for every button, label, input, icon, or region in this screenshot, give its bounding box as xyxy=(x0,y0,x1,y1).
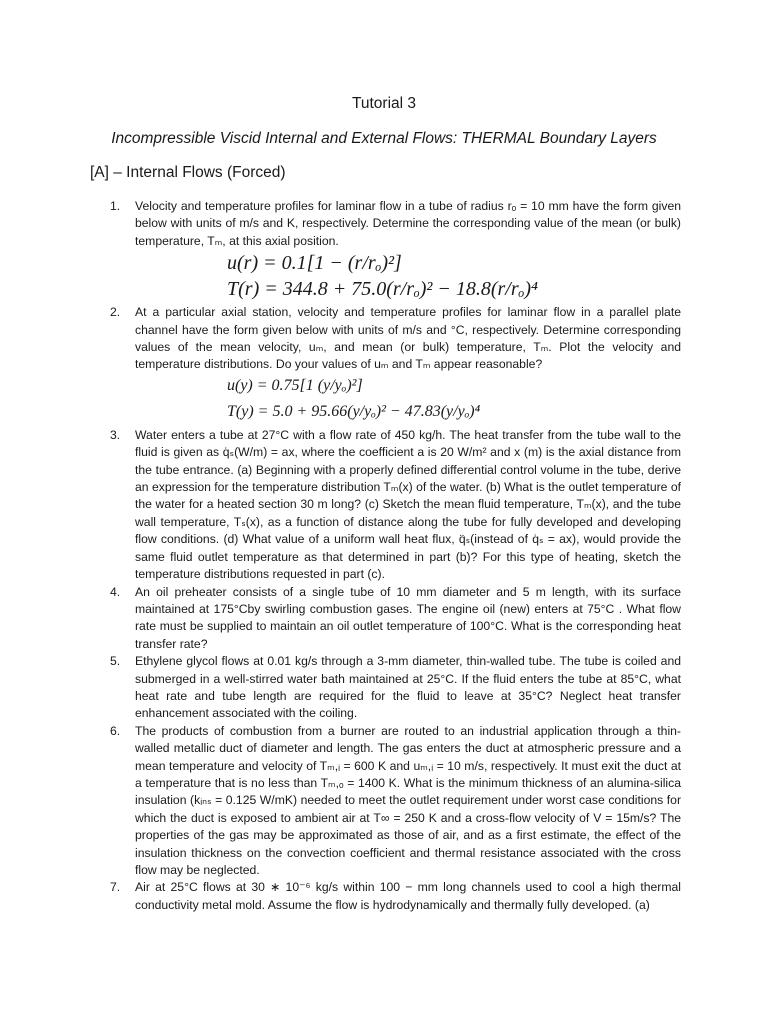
item-text: Ethylene glycol flows at 0.01 kg/s through a 3-mm diameter, thin-walled tube. The tube is coiled and submerged in a well-stirred water bath maintained at 25°C. If the fluid enters the tube at 85°C, what heat rate and tube length are required for the fluid to leave at 35°C? Neglect heat transfer enhancement associated with the coiling. xyxy=(135,654,681,721)
item-number: 3. xyxy=(110,427,121,442)
equation: u(r) = 0.1[1 − (r/rₒ)²] xyxy=(227,252,402,275)
equation: T(y) = 5.0 + 95.66(y/yₒ)² − 47.83(y/yₒ)⁴ xyxy=(227,402,481,420)
item-number: 7. xyxy=(110,880,121,895)
item-text: An oil preheater consists of a single tube of 10 mm diameter and 5 m length, with its surface maintained at 175°Cby swirling combustion gases. The engine oil (new) enters at 75°C . What flow rate must be supplied to maintain an oil outlet temperature of 100°C. What is the corresponding heat transfer rate? xyxy=(135,584,681,651)
item-number: 4. xyxy=(110,584,121,599)
item-text: At a particular axial station, velocity and temperature profiles for laminar flow in a parallel plate channel have the form given below with units of m/s and °C, respectively. Determine corresponding values of the mean velocity, uₘ, and mean (or bulk) temperature, Tₘ. Plot the velocity and temperature distributions. Do your values of uₘ and Tₘ appear reasonable? xyxy=(135,305,681,372)
page-subtitle: Incompressible Viscid Internal and External Flows: THERMAL Boundary Layers xyxy=(111,130,657,147)
list-item xyxy=(110,584,681,654)
item-text: Air at 25°C flows at 30 ∗ 10⁻⁶ kg/s within 100 − mm long channels used to cool a high thermal conductivity metal mold. Assume the flow is hydrodynamically and thermally fully developed. (a) xyxy=(135,880,681,912)
item-number: 1. xyxy=(110,199,121,213)
equation: u(y) = 0.75[1 (y/yₒ)²] xyxy=(227,376,363,394)
section-heading: [A] – Internal Flows (Forced) xyxy=(90,164,286,181)
item-text: Velocity and temperature profiles for laminar flow in a tube of radius rₒ = 10 mm have the form given below with units of m/s and K, respectively. Determine the corresponding value of the mean (or bulk) temperature, Tₘ, at this axial position. xyxy=(135,199,681,248)
list-item xyxy=(110,304,681,422)
list-item xyxy=(110,653,681,723)
list-item xyxy=(110,879,681,914)
item-text: The products of combustion from a burner are routed to an industrial application through a thin-walled metallic duct of diameter and length. The gas enters the duct at atmospheric pressure and a mean temperature and velocity of Tₘ,ᵢ = 600 K and uₘ,ᵢ = 10 m/s, respectively. It must exit the duct at a temperature that is no less than Tₘ,ₒ = 1400 K. What is the minimum thickness of an alumina-silica insulation (kᵢₙₛ = 0.125 W/mK) needed to meet the outlet requirement under worst case conditions for which the duct is exposed to ambient air at T∞ = 250 K and a cross-flow velocity of V = 15m/s? The properties of the gas may be approximated as those of air, and as a first estimate, the effect of the insulation thickness on the convection coefficient and thermal resistance associated with the cross flow may be neglected. xyxy=(135,723,681,877)
item-number: 6. xyxy=(110,723,121,738)
item-number: 2. xyxy=(110,305,121,320)
problem-list xyxy=(110,198,681,914)
page-title: Tutorial 3 xyxy=(351,95,417,112)
item-number: 5. xyxy=(110,654,121,669)
equation: T(r) = 344.8 + 75.0(r/rₒ)² − 18.8(r/rₒ)⁴ xyxy=(227,278,538,301)
list-item xyxy=(110,723,681,880)
list-item xyxy=(110,427,681,584)
list-item xyxy=(110,198,681,300)
item-text: Water enters a tube at 27°C with a flow rate of 450 kg/h. The heat transfer from the tube wall to the fluid is given as q̇ₛ(W/m) = ax, where the coefficient a is 20 W/m² and x (m) is the axial distance from the tube entrance. (a) Beginning with a properly defined differential control volume in the tube, derive an expression for the temperature distribution Tₘ(x) of the water. (b) What is the outlet temperature of the water for a heated section 30 m long? (c) Sketch the mean fluid temperature, Tₘ(x), and the tube wall temperature, Tₛ(x), as a function of distance along the tube for fully developed and developing flow conditions. (d) What value of a uniform wall heat flux, q̈ₛ(instead of q̇ₛ = ax), would provide the same fluid outlet temperature as that determined in part (b)? For this type of heating, sketch the temperature distributions requested in part (c). xyxy=(135,427,681,582)
